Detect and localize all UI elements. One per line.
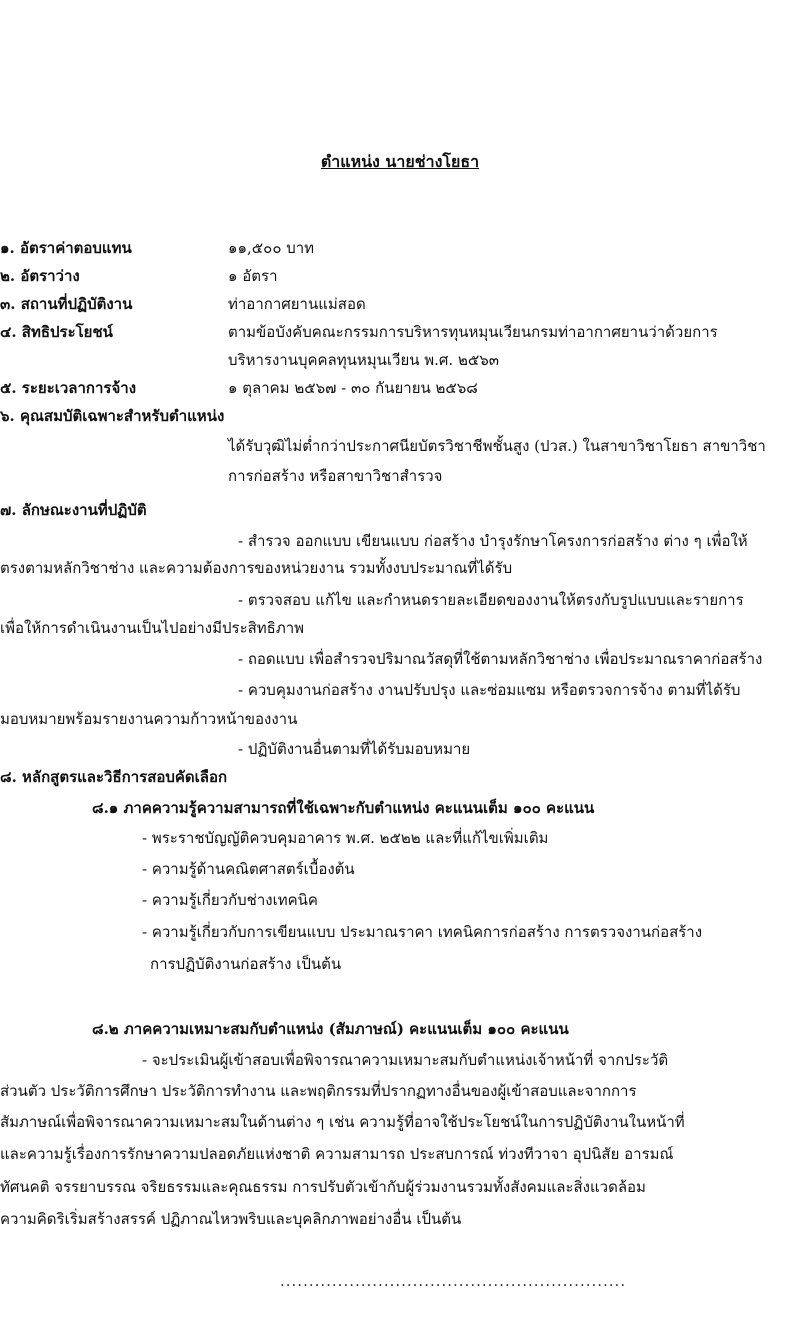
section8-1-line: - ความรู้ด้านคณิตศาสตร์เบื้องต้น bbox=[142, 860, 355, 878]
page-title: ตำแหน่ง นายช่างโยธา bbox=[320, 152, 480, 171]
footer-dotted-line: ............................................................ bbox=[280, 1272, 627, 1290]
item-value-benefits-line: บริหารงานบุคคลทุนหมุนเวียน พ.ศ. ๒๕๖๓ bbox=[228, 351, 499, 369]
item-value-workplace: ท่าอากาศยานแม่สอด bbox=[228, 295, 366, 313]
section7-line: - สำรวจ ออกแบบ เขียนแบบ ก่อสร้าง บำรุงรักษาโครงการก่อสร้าง ต่าง ๆ เพื่อให้ bbox=[238, 532, 748, 550]
section8-2-line: ส่วนตัว ประวัติการศึกษา ประวัติการทำงาน และพฤติกรรมที่ปรากฏทางอื่นของผู้เข้าสอบและจากการ bbox=[0, 1082, 637, 1100]
section7-heading: ๗. ลักษณะงานที่ปฏิบัติ bbox=[0, 501, 147, 519]
section8-1-heading: ๘.๑ ภาคความรู้ความสามารถที่ใช้เฉพาะกับตำแหน่ง คะแนนเต็ม ๑๐๐ คะแนน bbox=[92, 799, 595, 817]
section7-line: มอบหมายพร้อมรายงานความก้าวหน้าของงาน bbox=[0, 710, 298, 728]
item-value-rate: ๑๑,๕๐๐ บาท bbox=[228, 239, 315, 257]
section8-1-line: - ความรู้เกี่ยวกับช่างเทคนิค bbox=[142, 891, 318, 909]
section6-heading: ๖. คุณสมบัติเฉพาะสำหรับตำแหน่ง bbox=[0, 407, 225, 425]
item-label-rate: ๑. อัตราค่าตอบแทน bbox=[0, 239, 132, 257]
section7-line: - ถอดแบบ เพื่อสำรวจปริมาณวัสดุที่ใช้ตามหลักวิชาช่าง เพื่อประมาณราคาก่อสร้าง bbox=[238, 650, 763, 668]
item-label-vacancy: ๒. อัตราว่าง bbox=[0, 267, 80, 285]
section7-line: - ตรวจสอบ แก้ไข และกำหนดรายละเอียดของงานให้ตรงกับรูปแบบและรายการ bbox=[238, 591, 744, 609]
item-value-vacancy: ๑ อัตรา bbox=[228, 267, 278, 285]
section8-2-line: ความคิดริเริ่มสร้างสรรค์ ปฏิภาณไหวพริบและบุคลิกภาพอย่างอื่น เป็นต้น bbox=[0, 1210, 462, 1228]
section7-line: - ควบคุมงานก่อสร้าง งานปรับปรุง และซ่อมแซม หรือตรวจการจ้าง ตามที่ได้รับ bbox=[238, 681, 741, 699]
item-label-workplace: ๓. สถานที่ปฏิบัติงาน bbox=[0, 295, 133, 313]
section8-2-heading: ๘.๒ ภาคความเหมาะสมกับตำแหน่ง (สัมภาษณ์) คะแนนเต็ม ๑๐๐ คะแนน bbox=[92, 1020, 569, 1038]
section8-2-line: สัมภาษณ์เพื่อพิจารณาความเหมาะสมในด้านต่าง ๆ เช่น ความรู้ที่อาจใช้ประโยชน์ในการปฏิบัติงานในหน้าที่ bbox=[0, 1113, 685, 1131]
section7-line: - ปฏิบัติงานอื่นตามที่ได้รับมอบหมาย bbox=[238, 740, 471, 758]
section8-1-line: - ความรู้เกี่ยวกับการเขียนแบบ ประมาณราคา เทคนิคการก่อสร้าง การตรวจงานก่อสร้าง bbox=[142, 923, 703, 941]
section7-line: ตรงตามหลักวิชาช่าง และความต้องการของหน่วยงาน รวมทั้งงบประมาณที่ได้รับ bbox=[0, 559, 513, 577]
section8-1-line: การปฏิบัติงานก่อสร้าง เป็นต้น bbox=[150, 955, 342, 973]
section8-1-line: - พระราชบัญญัติควบคุมอาคาร พ.ศ. ๒๕๒๒ และที่แก้ไขเพิ่มเติม bbox=[142, 829, 549, 847]
section8-2-line: และความรู้เรื่องการรักษาความปลอดภัยแห่งชาติ ความสามารถ ประสบการณ์ ท่วงทีวาจา อุปนิสัย อารมณ์ bbox=[0, 1145, 674, 1163]
section6-line: ได้รับวุฒิไม่ต่ำกว่าประกาศนียบัตรวิชาชีพชั้นสูง (ปวส.) ในสาขาวิชาโยธา สาขาวิชา bbox=[228, 437, 766, 455]
section6-line: การก่อสร้าง หรือสาขาวิชาสำรวจ bbox=[228, 467, 443, 485]
section8-2-line: ทัศนคติ จรรยาบรรณ จริยธรรมและคุณธรรม การปรับตัวเข้ากับผู้ร่วมงานรวมทั้งสังคมและสิ่งแวดล้อม bbox=[0, 1178, 646, 1196]
item-label-benefits: ๔. สิทธิประโยชน์ bbox=[0, 323, 113, 341]
section8-heading: ๘. หลักสูตรและวิธีการสอบคัดเลือก bbox=[0, 768, 228, 786]
section8-2-line: - จะประเมินผู้เข้าสอบเพื่อพิจารณาความเหมาะสมกับตำแหน่งเจ้าหน้าที่ จากประวัติ bbox=[142, 1051, 669, 1069]
item-value-period: ๑ ตุลาคม ๒๕๖๗ - ๓๐ กันยายน ๒๕๖๘ bbox=[228, 379, 478, 397]
section7-line: เพื่อให้การดำเนินงานเป็นไปอย่างมีประสิทธิภาพ bbox=[0, 619, 305, 637]
item-value-benefits-line: ตามข้อบังคับคณะกรรมการบริหารทุนหมุนเวียนกรมท่าอากาศยานว่าด้วยการ bbox=[228, 323, 718, 341]
item-label-period: ๕. ระยะเวลาการจ้าง bbox=[0, 379, 137, 397]
